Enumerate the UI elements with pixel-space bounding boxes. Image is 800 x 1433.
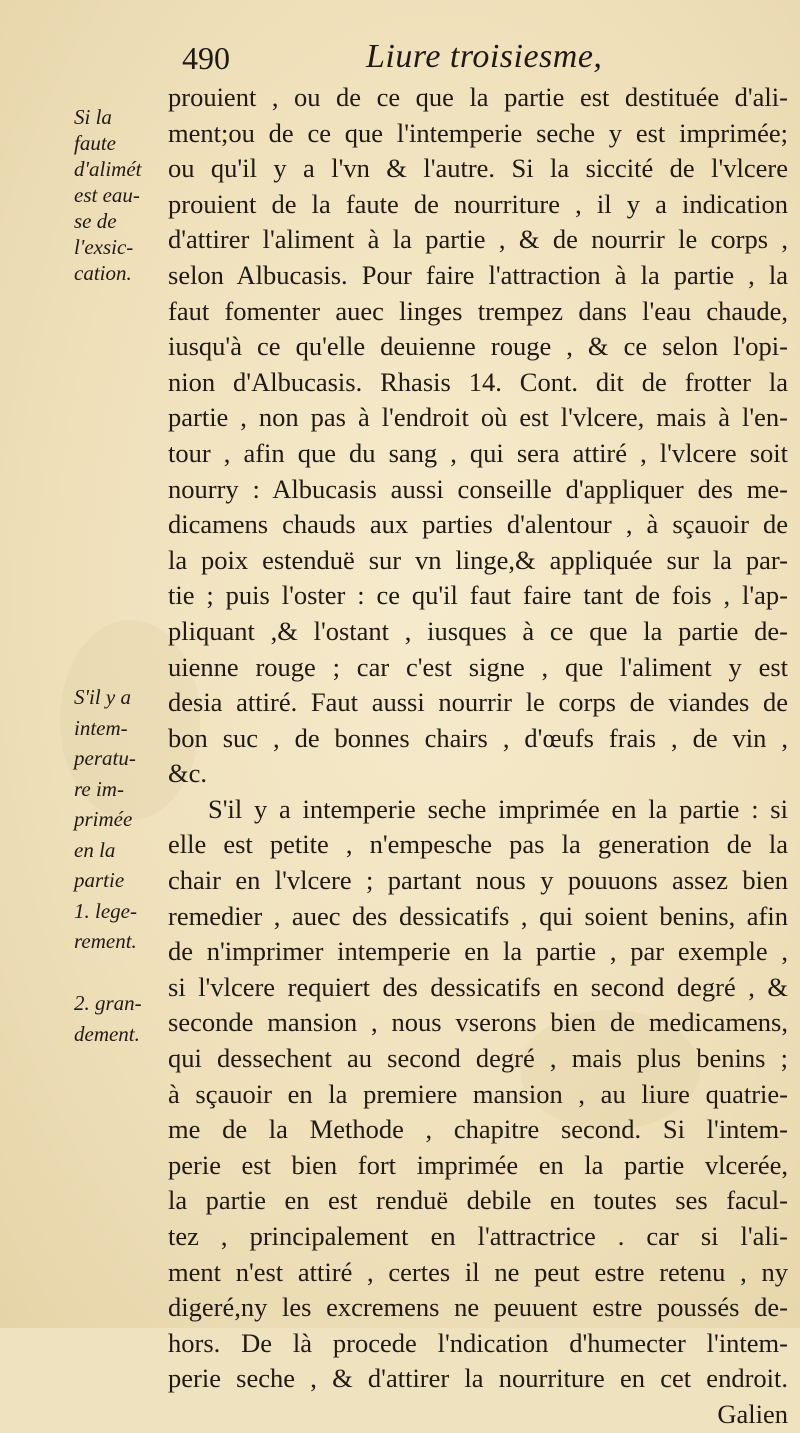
text-line: tie ; puis l'oster : ce qu'il faut faire tant de fois , l'ap- xyxy=(168,580,788,611)
text-line: remedier , auec des dessicatifs , qui soient benins, afin xyxy=(168,900,788,931)
margin-note-line: Si la xyxy=(74,105,112,129)
text-line: S'il y a intemperie seche imprimée en la partie : si xyxy=(208,793,788,824)
text-line: qui dessechent au second degré , mais plus benins ; xyxy=(168,1043,788,1074)
margin-note-line: est eau- xyxy=(74,183,140,207)
margin-note-line: rement. xyxy=(74,929,137,953)
text-line: selon Albucasis. Pour faire l'attraction à la partie , la xyxy=(168,259,788,290)
margin-note-line: primée xyxy=(74,807,133,831)
text-line: à sçauoir en la premiere mansion , au liure quatrie- xyxy=(168,1078,788,1109)
text-line: elle est petite , n'empesche pas la generation de la xyxy=(168,829,788,860)
text-line: de n'imprimer intemperie en la partie , par exemple , xyxy=(168,936,788,967)
catchword: Galien xyxy=(717,1398,788,1429)
text-line: tez , principalement en l'attractrice . car si l'ali- xyxy=(168,1221,788,1251)
margin-note-line: intem- xyxy=(74,715,128,740)
margin-note-2 xyxy=(74,682,174,957)
margin-note-line: se de xyxy=(74,209,117,233)
text-line: pliquant ,& l'ostant , iusques à ce que la partie de- xyxy=(168,615,788,646)
text-line: digeré,ny les excremens ne peuuent estre poussés de- xyxy=(168,1292,788,1323)
margin-note-line: dement. xyxy=(74,1021,140,1046)
text-line: perie est bien fort imprimée en la partie vlcerée, xyxy=(168,1149,788,1180)
text-line: partie , non pas à l'endroit où est l'vlcere, mais à l'en- xyxy=(168,402,788,433)
text-line: nion d'Albucasis. Rhasis 14. Cont. dit de frotter la xyxy=(168,366,788,397)
text-line: chair en l'vlcere ; partant nous y pouuons assez bien xyxy=(168,865,788,896)
text-line: hors. De là procede l'ndication d'humecter l'intem- xyxy=(168,1327,788,1358)
text-line: ment;ou de ce que l'intemperie seche y est imprimée; xyxy=(168,117,788,148)
text-line: bon suc , de bonnes chairs , d'œufs frais , de vin , xyxy=(168,722,788,753)
margin-note-line: l'exsic- xyxy=(74,235,134,259)
text-line: la poix estenduë sur vn linge,& appliquée sur la par- xyxy=(168,544,788,575)
text-line: me de la Methode , chapitre second. Si l'intem- xyxy=(168,1114,788,1145)
text-line: prouient de la faute de nourriture , il y a indication xyxy=(168,188,788,219)
margin-note-line: partie xyxy=(74,868,125,892)
text-line: tour , afin que du sang , qui sera attiré , l'vlcere soit xyxy=(168,437,788,468)
margin-note-line: faute xyxy=(74,131,116,155)
body-text xyxy=(168,80,788,1433)
text-line: desia attiré. Faut aussi nourrir le corps de viandes de xyxy=(168,687,788,718)
text-line: ment n'est attiré , certes il ne peut estre retenu , ny xyxy=(168,1256,788,1287)
text-line: d'attirer l'aliment à la partie , & de nourrir le corps , xyxy=(168,224,788,255)
text-line: ou qu'il y a l'vn & l'autre. Si la siccité de l'vlcere xyxy=(168,153,788,184)
text-line: &c. xyxy=(168,758,207,789)
text-line: seconde mansion , nous vserons bien de medicamens, xyxy=(168,1007,788,1038)
running-head: Liure troisiesme, xyxy=(366,38,603,75)
text-line: faut fomenter auec linges trempez dans l'eau chaude, xyxy=(168,295,788,326)
margin-note-line: 1. lege- xyxy=(74,898,137,923)
text-line: prouient , ou de ce que la partie est destituée d'ali- xyxy=(168,82,788,112)
margin-note-line: cation. xyxy=(74,261,132,285)
margin-note-line: 2. gran- xyxy=(74,991,142,1015)
text-line: nourry : Albucasis aussi conseille d'appliquer des me- xyxy=(168,473,788,504)
margin-note-line: S'il y a xyxy=(74,685,131,709)
margin-note-line: d'alimét xyxy=(74,157,142,181)
page-number: 490 xyxy=(182,40,230,76)
text-line: dicamens chauds aux parties d'alentour , à sçauoir de xyxy=(168,509,788,540)
margin-note-3 xyxy=(74,988,174,1049)
text-line: la partie en est renduë debile en toutes ses facul- xyxy=(168,1185,788,1216)
text-line: iusqu'à ce qu'elle deuienne rouge , & ce selon l'opi- xyxy=(168,331,788,362)
margin-note-1 xyxy=(74,104,174,286)
text-line: perie seche , & d'attirer la nourriture en cet endroit. xyxy=(168,1363,788,1394)
text-line: uienne rouge ; car c'est signe , que l'aliment y est xyxy=(168,651,788,682)
margin-note-line: re im- xyxy=(74,776,124,801)
margin-note-line: en la xyxy=(74,837,116,862)
text-line: si l'vlcere requiert des dessicatifs en second degré , & xyxy=(168,971,788,1002)
margin-note-line: peratu- xyxy=(74,746,136,770)
